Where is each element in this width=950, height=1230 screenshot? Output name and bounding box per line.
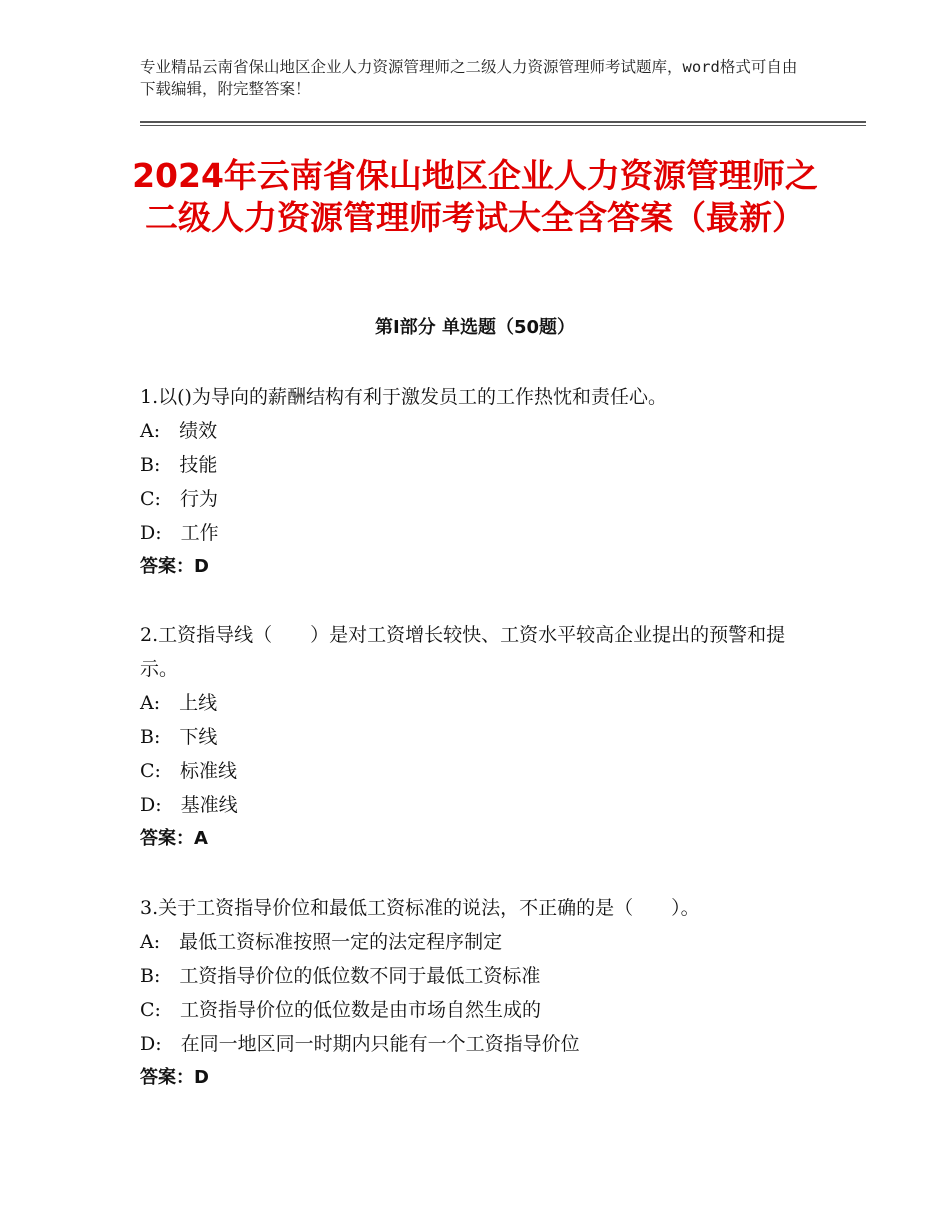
option-c: C: 行为 bbox=[140, 488, 218, 510]
answer: 答案：D bbox=[140, 556, 209, 577]
question-stem: 2.工资指导线（ ）是对工资增长较快、工资水平较高企业提出的预警和提示。 bbox=[140, 624, 786, 680]
question-3 bbox=[140, 891, 820, 1095]
option-d: D: 在同一地区同一时期内只能有一个工资指导价位 bbox=[140, 1033, 580, 1055]
answer: 答案：D bbox=[140, 1067, 209, 1088]
option-b: B: 技能 bbox=[140, 454, 218, 476]
option-a: A: 上线 bbox=[140, 692, 218, 714]
section-title: 第Ⅰ部分 单选题（50题） bbox=[374, 317, 575, 338]
document-title: 2024年云南省保山地区企业人力资源管理师之二级人力资源管理师考试大全含答案（最新） bbox=[132, 156, 818, 237]
header-rule-thick bbox=[140, 121, 866, 123]
option-c: C: 工资指导价位的低位数是由市场自然生成的 bbox=[140, 999, 541, 1021]
question-2 bbox=[140, 618, 820, 856]
question-1 bbox=[140, 380, 820, 584]
question-stem: 3.关于工资指导价位和最低工资标准的说法，不正确的是（ ）。 bbox=[140, 897, 700, 919]
option-b: B: 工资指导价位的低位数不同于最低工资标准 bbox=[140, 965, 541, 987]
option-b: B: 下线 bbox=[140, 726, 218, 748]
header-rule-thin bbox=[140, 125, 866, 126]
option-d: D: 工作 bbox=[140, 522, 219, 544]
header-note: 专业精品云南省保山地区企业人力资源管理师之二级人力资源管理师考试题库，word格式可自由下载编辑，附完整答案！ bbox=[140, 58, 798, 98]
option-a: A: 绩效 bbox=[140, 420, 218, 442]
answer: 答案：A bbox=[140, 828, 208, 849]
option-d: D: 基准线 bbox=[140, 794, 238, 816]
question-stem: 1.以()为导向的薪酬结构有利于激发员工的工作热忱和责任心。 bbox=[140, 386, 667, 408]
option-c: C: 标准线 bbox=[140, 760, 237, 782]
option-a: A: 最低工资标准按照一定的法定程序制定 bbox=[140, 931, 503, 953]
